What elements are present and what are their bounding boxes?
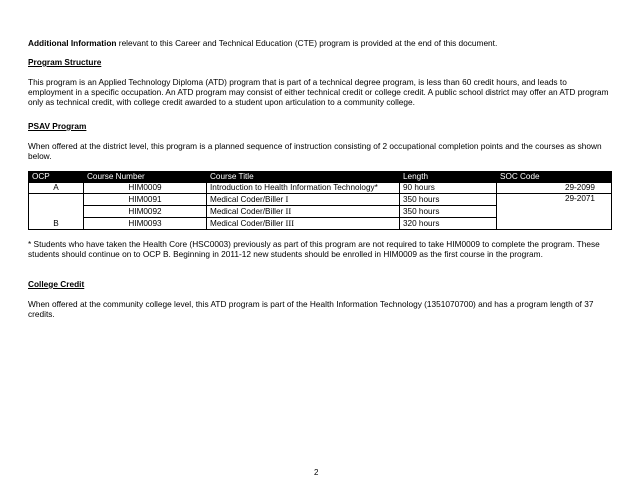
program-structure-heading: Program Structure [28,57,102,67]
course-title-numeral: III [285,218,295,228]
cell-soc-code: 29-2071 [497,194,612,230]
additional-info-paragraph [28,38,612,48]
psav-program-text: When offered at the district level, this program is a planned sequence of instruction consisting of 2 occupational completion points and the courses as shown below. [28,141,602,161]
course-title-text: Medical Coder/Biller [210,195,286,204]
cell-course-number: HIM0091 [84,194,207,206]
table-row [29,194,612,206]
cell-length: 350 hours [400,206,497,218]
course-table [28,171,612,230]
cell-course-title [207,218,400,230]
course-title-numeral: I [285,194,289,204]
header-course-number: Course Number [84,172,207,183]
header-length: Length [400,172,497,183]
cell-course-title: Introduction to Health Information Technology* [207,183,400,194]
header-soc-code: SOC Code [497,172,612,183]
program-structure-text: This program is an Applied Technology Diploma (ATD) program that is part of a technical degree program, is less than 60 credit hours, and leads to employment in a specific occupation. An ATD program may consist of either technical credit or college credit. A public school district may offer an ATD program only as technical credit, with college credit awarded to a student upon articulation to a community college. [28,77,609,107]
table-row [29,183,612,194]
footnote-text: * Students who have taken the Health Core (HSC0003) previously as part of this program are not required to take HIM0009 to complete the program. These students should continue on to OCP B. Beginning in 2011-12 new students should be enrolled in HIM0009 as the first course in the program. [28,239,600,259]
course-title-text: Medical Coder/Biller [210,207,286,216]
college-credit-text: When offered at the community college level, this ATD program is part of the Health Information Technology (1351070700) and has a program length of 37 credits. [28,299,594,319]
table-header-row [29,172,612,183]
header-ocp: OCP [29,172,84,183]
college-credit-heading: College Credit [28,279,85,289]
cell-course-number: HIM0093 [84,218,207,230]
cell-course-title [207,206,400,218]
cell-length: 320 hours [400,218,497,230]
cell-length: 350 hours [400,194,497,206]
psav-program-heading: PSAV Program [28,121,87,131]
cell-course-number: HIM0092 [84,206,207,218]
course-title-numeral: II [285,206,292,216]
cell-ocp: B [29,194,84,230]
cell-ocp: A [29,183,84,194]
additional-info-text: relevant to this Career and Technical Education (CTE) program is provided at the end of this document. [116,38,498,48]
page-number: 2 [314,468,319,477]
course-title-text: Medical Coder/Biller [210,219,286,228]
cell-soc-code: 29-2099 [497,183,612,194]
cell-course-number: HIM0009 [84,183,207,194]
additional-info-label: Additional Information [28,38,117,48]
cell-length: 90 hours [400,183,497,194]
header-course-title: Course Title [207,172,400,183]
cell-course-title [207,194,400,206]
